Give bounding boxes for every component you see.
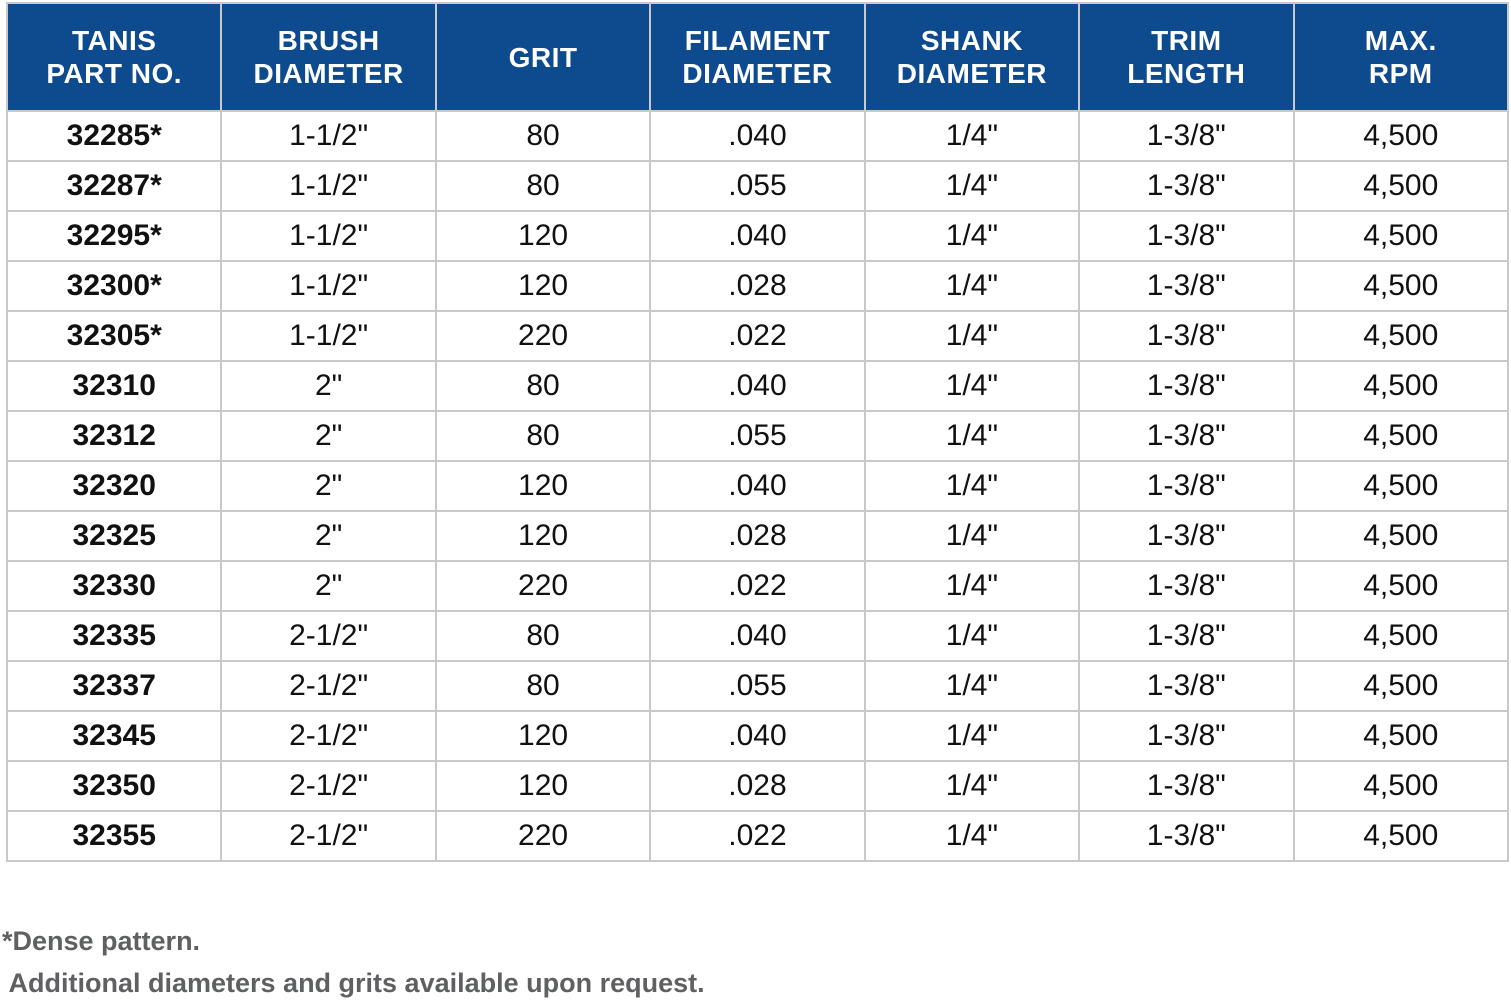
cell-filament-diameter: .040 [650, 111, 864, 161]
cell-shank-diameter: 1/4" [865, 811, 1079, 861]
cell-filament-diameter: .040 [650, 461, 864, 511]
cell-grit: 120 [436, 711, 650, 761]
cell-trim-length: 1-3/8" [1079, 261, 1293, 311]
cell-grit: 120 [436, 511, 650, 561]
table-row [7, 211, 1508, 261]
column-header-part-no [7, 3, 221, 111]
column-header-line1: GRIT [508, 41, 578, 73]
column-header-line1: SHANK [920, 25, 1023, 56]
cell-filament-diameter: .040 [650, 611, 864, 661]
cell-max-rpm: 4,500 [1294, 761, 1508, 811]
cell-shank-diameter: 1/4" [865, 761, 1079, 811]
cell-max-rpm: 4,500 [1294, 511, 1508, 561]
table-row [7, 761, 1508, 811]
cell-max-rpm: 4,500 [1294, 461, 1508, 511]
cell-grit: 80 [436, 161, 650, 211]
cell-max-rpm: 4,500 [1294, 711, 1508, 761]
cell-trim-length: 1-3/8" [1079, 361, 1293, 411]
column-header-line1: BRUSH [277, 25, 380, 56]
column-header-brush-diameter [221, 3, 435, 111]
cell-part-no: 32310 [7, 361, 221, 411]
cell-filament-diameter: .055 [650, 661, 864, 711]
cell-max-rpm: 4,500 [1294, 811, 1508, 861]
cell-filament-diameter: .055 [650, 161, 864, 211]
cell-filament-diameter: .028 [650, 511, 864, 561]
cell-trim-length: 1-3/8" [1079, 161, 1293, 211]
column-header-line1: TANIS [72, 25, 157, 56]
cell-shank-diameter: 1/4" [865, 661, 1079, 711]
cell-part-no: 32295* [7, 211, 221, 261]
cell-max-rpm: 4,500 [1294, 161, 1508, 211]
table-row [7, 661, 1508, 711]
cell-filament-diameter: .022 [650, 311, 864, 361]
cell-max-rpm: 4,500 [1294, 211, 1508, 261]
column-header-line2: RPM [1368, 58, 1433, 89]
footnote-additional-options: Additional diameters and grits available upon request. [2, 968, 705, 998]
cell-grit: 80 [436, 361, 650, 411]
column-header-line1: TRIM [1151, 25, 1222, 56]
column-header-shank-diameter [865, 3, 1079, 111]
cell-brush-diameter: 2" [221, 511, 435, 561]
cell-grit: 120 [436, 461, 650, 511]
cell-trim-length: 1-3/8" [1079, 661, 1293, 711]
cell-brush-diameter: 2-1/2" [221, 661, 435, 711]
cell-max-rpm: 4,500 [1294, 261, 1508, 311]
cell-part-no: 32300* [7, 261, 221, 311]
cell-brush-diameter: 1-1/2" [221, 311, 435, 361]
cell-brush-diameter: 2" [221, 361, 435, 411]
cell-trim-length: 1-3/8" [1079, 511, 1293, 561]
cell-shank-diameter: 1/4" [865, 511, 1079, 561]
cell-part-no: 32287* [7, 161, 221, 211]
table-row [7, 361, 1508, 411]
column-header-line1: MAX. [1364, 25, 1437, 56]
cell-part-no: 32285* [7, 111, 221, 161]
cell-shank-diameter: 1/4" [865, 261, 1079, 311]
cell-trim-length: 1-3/8" [1079, 411, 1293, 461]
cell-trim-length: 1-3/8" [1079, 761, 1293, 811]
column-header-trim-length [1079, 3, 1293, 111]
table-row [7, 111, 1508, 161]
cell-shank-diameter: 1/4" [865, 311, 1079, 361]
cell-shank-diameter: 1/4" [865, 611, 1079, 661]
cell-brush-diameter: 2-1/2" [221, 611, 435, 661]
column-header-grit [436, 3, 650, 111]
cell-filament-diameter: .055 [650, 411, 864, 461]
cell-grit: 80 [436, 411, 650, 461]
cell-trim-length: 1-3/8" [1079, 711, 1293, 761]
cell-grit: 120 [436, 761, 650, 811]
cell-filament-diameter: .022 [650, 811, 864, 861]
cell-max-rpm: 4,500 [1294, 361, 1508, 411]
cell-shank-diameter: 1/4" [865, 411, 1079, 461]
cell-part-no: 32335 [7, 611, 221, 661]
cell-part-no: 32305* [7, 311, 221, 361]
cell-filament-diameter: .040 [650, 211, 864, 261]
brush-spec-table [6, 2, 1509, 862]
column-header-line2: PART NO. [46, 58, 183, 89]
cell-brush-diameter: 2" [221, 461, 435, 511]
cell-trim-length: 1-3/8" [1079, 561, 1293, 611]
table-row [7, 811, 1508, 861]
cell-trim-length: 1-3/8" [1079, 611, 1293, 661]
cell-max-rpm: 4,500 [1294, 111, 1508, 161]
cell-part-no: 32345 [7, 711, 221, 761]
table-row [7, 511, 1508, 561]
table-body [7, 111, 1508, 861]
cell-filament-diameter: .040 [650, 361, 864, 411]
cell-shank-diameter: 1/4" [865, 361, 1079, 411]
cell-trim-length: 1-3/8" [1079, 311, 1293, 361]
cell-grit: 220 [436, 311, 650, 361]
table-row [7, 261, 1508, 311]
cell-brush-diameter: 1-1/2" [221, 161, 435, 211]
table-row [7, 611, 1508, 661]
column-header-line2: DIAMETER [896, 58, 1048, 89]
cell-max-rpm: 4,500 [1294, 611, 1508, 661]
cell-brush-diameter: 2" [221, 561, 435, 611]
cell-brush-diameter: 1-1/2" [221, 261, 435, 311]
cell-part-no: 32312 [7, 411, 221, 461]
table-row [7, 161, 1508, 211]
table-row [7, 461, 1508, 511]
cell-filament-diameter: .028 [650, 261, 864, 311]
cell-part-no: 32320 [7, 461, 221, 511]
cell-shank-diameter: 1/4" [865, 561, 1079, 611]
table-row [7, 311, 1508, 361]
table-row [7, 711, 1508, 761]
cell-shank-diameter: 1/4" [865, 461, 1079, 511]
table-header [7, 3, 1508, 111]
cell-shank-diameter: 1/4" [865, 161, 1079, 211]
cell-trim-length: 1-3/8" [1079, 461, 1293, 511]
cell-shank-diameter: 1/4" [865, 711, 1079, 761]
cell-grit: 120 [436, 211, 650, 261]
cell-filament-diameter: .022 [650, 561, 864, 611]
column-header-max-rpm [1294, 3, 1508, 111]
cell-part-no: 32330 [7, 561, 221, 611]
cell-brush-diameter: 2" [221, 411, 435, 461]
cell-part-no: 32325 [7, 511, 221, 561]
column-header-line2: LENGTH [1127, 58, 1246, 89]
cell-brush-diameter: 2-1/2" [221, 811, 435, 861]
cell-shank-diameter: 1/4" [865, 111, 1079, 161]
cell-max-rpm: 4,500 [1294, 561, 1508, 611]
column-header-filament-diameter [650, 3, 864, 111]
cell-grit: 80 [436, 611, 650, 661]
cell-part-no: 32350 [7, 761, 221, 811]
header-row [7, 3, 1508, 111]
cell-brush-diameter: 1-1/2" [221, 211, 435, 261]
footnote-dense-pattern: *Dense pattern. [2, 926, 201, 956]
column-header-line1: FILAMENT [684, 25, 831, 56]
cell-grit: 80 [436, 111, 650, 161]
cell-shank-diameter: 1/4" [865, 211, 1079, 261]
cell-grit: 220 [436, 561, 650, 611]
cell-brush-diameter: 2-1/2" [221, 761, 435, 811]
cell-part-no: 32337 [7, 661, 221, 711]
cell-trim-length: 1-3/8" [1079, 211, 1293, 261]
cell-brush-diameter: 2-1/2" [221, 711, 435, 761]
cell-trim-length: 1-3/8" [1079, 811, 1293, 861]
cell-filament-diameter: .028 [650, 761, 864, 811]
column-header-line2: DIAMETER [682, 58, 833, 89]
cell-max-rpm: 4,500 [1294, 661, 1508, 711]
cell-max-rpm: 4,500 [1294, 311, 1508, 361]
table-row [7, 561, 1508, 611]
cell-max-rpm: 4,500 [1294, 411, 1508, 461]
cell-part-no: 32355 [7, 811, 221, 861]
table-row [7, 411, 1508, 461]
cell-filament-diameter: .040 [650, 711, 864, 761]
cell-brush-diameter: 1-1/2" [221, 111, 435, 161]
column-header-line2: DIAMETER [253, 58, 404, 89]
cell-grit: 120 [436, 261, 650, 311]
cell-trim-length: 1-3/8" [1079, 111, 1293, 161]
cell-grit: 220 [436, 811, 650, 861]
cell-grit: 80 [436, 661, 650, 711]
